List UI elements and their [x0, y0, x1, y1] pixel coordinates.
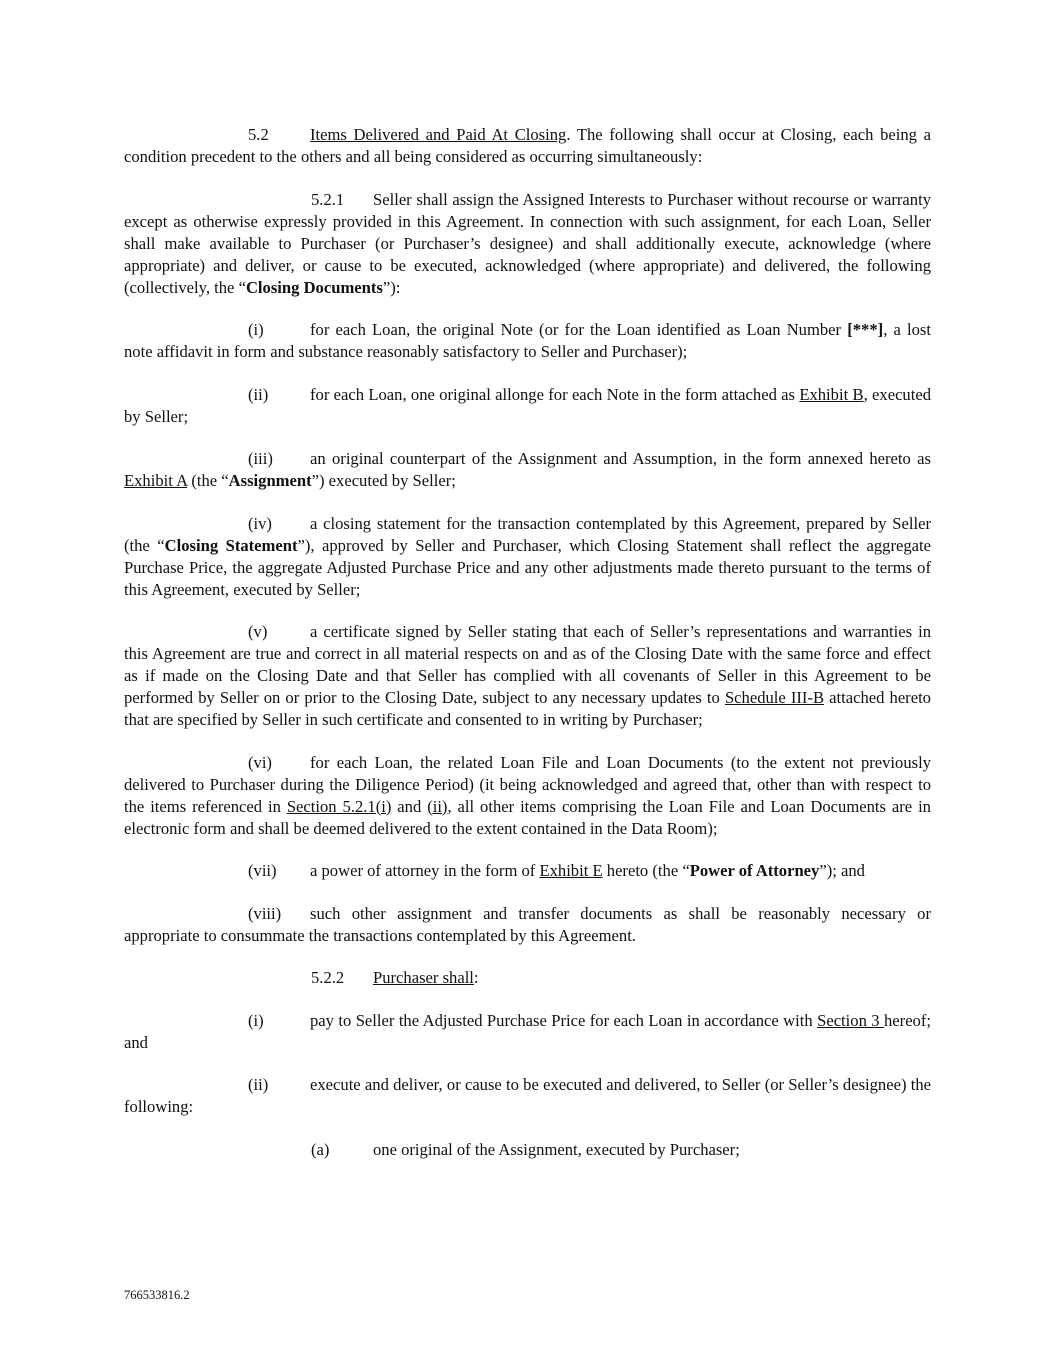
paragraph-text: ”): — [382, 277, 401, 297]
item-5-2-1-vii — [124, 860, 931, 882]
item-number: (iii) — [248, 449, 273, 468]
item-number: (viii) — [248, 903, 282, 923]
item-5-2-1-viii — [124, 903, 931, 947]
item-text: , executed by Seller; — [124, 384, 932, 426]
item-text: for each Loan, one original allonge for each Note in the form attached as — [310, 384, 800, 404]
paragraph-5-2-2 — [124, 967, 931, 989]
item-5-2-1-i — [124, 319, 931, 363]
item-text: ”); and — [819, 861, 865, 880]
item-text: a power of attorney in the form of — [310, 861, 540, 880]
item-number: (v) — [248, 622, 268, 641]
section-heading: Items Delivered and Paid At Closing — [310, 125, 567, 144]
item-5-2-1-v — [124, 621, 931, 731]
section-reference: (ii) — [427, 796, 448, 816]
item-text: attached hereto that are specified by Seller in such certificate and consented to in writing by Purchaser; — [124, 688, 931, 729]
item-text: one original of the Assignment, executed by Purchaser; — [373, 1139, 740, 1159]
item-text: a closing statement for the transaction contemplated by this Agreement, prepared by Seller (the “ — [124, 513, 931, 555]
defined-term: Assignment — [228, 471, 312, 490]
defined-term: Closing Statement — [164, 535, 298, 555]
exhibit-a-reference: Exhibit A — [124, 471, 188, 490]
item-text: such other assignment and transfer documents as shall be reasonably necessary or appropriate to consummate the transactions contemplated by this Agreement. — [124, 903, 931, 945]
section-reference: Section 5.2.1(i) — [286, 796, 392, 816]
item-number: (i) — [248, 1010, 264, 1030]
item-text: for each Loan, the original Note (or for the Loan identified as Loan Number — [310, 320, 848, 339]
section-number: 5.2.1 — [311, 189, 345, 209]
section-number: 5.2.2 — [311, 968, 345, 987]
item-text: ”) executed by Seller; — [311, 471, 456, 490]
exhibit-e-reference: Exhibit E — [539, 861, 603, 880]
paragraph-5-2 — [124, 124, 931, 168]
item-text: pay to Seller the Adjusted Purchase Price for each Loan in accordance with — [310, 1010, 818, 1030]
paragraph-text: . The following shall occur at Closing, each being a condition precedent to the others and all being considered as occurring simultaneously: — [124, 125, 931, 166]
item-5-2-2-ii — [124, 1074, 931, 1118]
item-text: (the “ — [187, 471, 229, 490]
item-text: for each Loan, the related Loan File and Loan Documents (to the extent not previously delivered to Purchaser during the Diligence Period) (it being acknowledged and agreed that, other than with respect to the items referenced in — [124, 752, 931, 816]
item-text: and — [391, 796, 428, 816]
paragraph-5-2-1 — [124, 189, 931, 299]
item-text: execute and deliver, or cause to be executed and delivered, to Seller (or Seller’s designee) the following: — [124, 1075, 931, 1116]
document-id-footer: 766533816.2 — [124, 1288, 190, 1302]
item-5-2-1-ii — [124, 384, 931, 428]
item-5-2-2-i — [124, 1010, 931, 1054]
item-text: hereto (the “ — [602, 861, 690, 880]
exhibit-b-reference: Exhibit B — [799, 384, 864, 404]
item-number: (i) — [248, 320, 264, 339]
item-text: an original counterpart of the Assignment and Assumption, in the form annexed hereto as — [310, 449, 931, 468]
item-text: , all other items comprising the Loan File and Loan Documents are in electronic form and shall be deemed delivered to the extent contained in the Data Room); — [124, 796, 931, 838]
item-text: hereof; and — [124, 1010, 931, 1052]
item-text: a certificate signed by Seller stating that each of Seller’s representations and warranties in this Agreement are true and correct in all material respects on and as of the Closing Date with the same force and effect as if made on the Closing Date and that Seller has complied with all covenants of Seller in this Agreement to be performed by Seller on or prior to the Closing Date, subject to any necessary updates to — [124, 622, 931, 707]
item-number: (vii) — [248, 861, 277, 880]
item-5-2-2-a — [124, 1139, 931, 1161]
item-5-2-1-iv — [124, 513, 931, 601]
item-number: (a) — [311, 1139, 330, 1159]
item-text: , a lost note affidavit in form and substance reasonably satisfactory to Seller and Purchaser); — [124, 320, 931, 361]
defined-term: Power of Attorney — [689, 861, 820, 880]
document-body — [124, 124, 931, 1181]
item-number: (ii) — [248, 1075, 269, 1094]
item-number: (ii) — [248, 384, 269, 404]
section-number: 5.2 — [248, 125, 269, 144]
item-text: ”), approved by Seller and Purchaser, which Closing Statement shall reflect the aggregate Purchase Price, the aggregate Adjusted Purchase Price and any other adjustments made thereto pursuant to the terms of this Agreement, executed by Seller; — [124, 535, 932, 599]
paragraph-text: Seller shall assign the Assigned Interests to Purchaser without recourse or warranty except as otherwise expressly provided in this Agreement. In connection with such assignment, for each Loan, Seller shall make available to Purchaser (or Purchaser’s designee) and shall additionally execute, acknowledge (where appropriate) and deliver, or cause to be executed, acknowledged (where appropriate) and delivered, the following (collectively, the “ — [124, 189, 931, 297]
section-heading: Purchaser shall — [373, 968, 474, 987]
defined-term: Closing Documents — [245, 277, 383, 297]
item-5-2-1-vi — [124, 752, 931, 840]
redacted-value: [***] — [847, 320, 884, 339]
schedule-reference: Schedule III-B — [724, 688, 825, 707]
item-number: (vi) — [248, 752, 272, 772]
item-number: (iv) — [248, 513, 272, 533]
paragraph-text: : — [473, 968, 479, 987]
item-5-2-1-iii — [124, 448, 931, 492]
section-reference: Section 3 — [817, 1010, 884, 1030]
